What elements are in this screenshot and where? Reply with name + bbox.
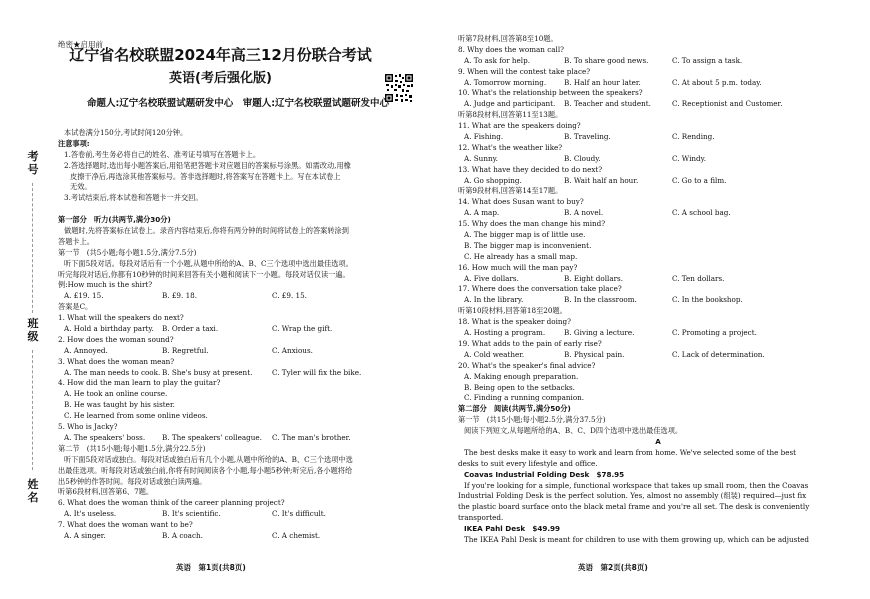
text-line: A bbox=[655, 436, 661, 446]
text-line: 听第7段材料,回答第8至10题。 bbox=[458, 34, 558, 43]
answer-option: A. Hosting a program. bbox=[464, 328, 546, 338]
answer-option: B. The speakers' colleague. bbox=[162, 432, 262, 442]
answer-option: C. A chemist. bbox=[272, 530, 321, 540]
answer-option: C. A school bag. bbox=[672, 208, 731, 218]
text-line: B. The bigger map is inconvenient. bbox=[464, 240, 592, 250]
name-label: 姓名 bbox=[27, 478, 39, 504]
answer-option: B. It's scientific. bbox=[162, 509, 221, 519]
text-line: 1. What will the speakers do next? bbox=[58, 313, 184, 323]
text-line: 做题时,先将答案标在试卷上。录音内容结束后,你将有两分钟的时间将试卷上的答案转涂到 bbox=[64, 226, 349, 236]
answer-option: C. Anxious. bbox=[272, 345, 313, 355]
text-line: B. Being open to the setbacks. bbox=[464, 382, 575, 392]
text-line: 听下面5段对话。每段对话后有一个小题,从题中所给的A、B、C三个选项中选出最佳选项。 bbox=[64, 258, 353, 268]
answer-option: C. In the bookshop. bbox=[672, 295, 743, 305]
answer-option: B. Eight dollars. bbox=[564, 273, 624, 283]
text-line: 1.答卷前,考生务必将自己的姓名、准考证号填写在答题卡上。 bbox=[64, 149, 261, 159]
answer-option: B. In the classroom. bbox=[564, 295, 637, 305]
option-row bbox=[458, 78, 858, 89]
page-footer-1: 英语 第1页(共8页) bbox=[176, 563, 246, 572]
text-line: 19. What adds to the pain of early rise? bbox=[458, 338, 602, 348]
answer-option: A. It's useless. bbox=[64, 509, 117, 519]
text-line: the plastic board surface onto the black metal frame and you're all set. The desk is conveniently bbox=[458, 502, 810, 512]
answer-option: C. Promoting a project. bbox=[672, 328, 757, 338]
answer-option: A. A singer. bbox=[64, 530, 106, 540]
text-line: 2. How does the woman sound? bbox=[58, 334, 174, 344]
answer-option: C. Ten dollars. bbox=[672, 273, 725, 283]
answer-option: C. Wrap the gift. bbox=[272, 324, 333, 334]
text-line: 12. What's the weather like? bbox=[458, 142, 563, 152]
text-line: If you're looking for a simple, functional workspace that takes up small room, then the Coavas bbox=[464, 480, 809, 490]
text-line: Coavas Industrial Folding Desk $78.95 bbox=[464, 469, 625, 479]
option-row bbox=[458, 274, 858, 285]
answer-option: A. Sunny. bbox=[464, 153, 498, 163]
answer-option: A. A map. bbox=[464, 208, 500, 218]
answer-option: B. £9. 18. bbox=[162, 291, 197, 301]
text-line: 16. How much will the man pay? bbox=[458, 262, 578, 272]
answer-option: A. £19. 15. bbox=[64, 291, 104, 301]
exam-number-label: 考号 bbox=[27, 150, 39, 176]
text-line: 9. When will the contest take place? bbox=[458, 66, 591, 76]
confidential-mark: 绝密★启用前 bbox=[58, 40, 103, 49]
answer-option: A. To ask for help. bbox=[464, 55, 530, 65]
text-line: 例:How much is the shirt? bbox=[58, 280, 153, 290]
class-label: 班级 bbox=[27, 317, 39, 343]
option-row bbox=[458, 56, 858, 67]
text-line: 5. Who is Jacky? bbox=[58, 422, 118, 432]
option-row bbox=[58, 346, 423, 357]
answer-option: B. Half an hour later. bbox=[564, 77, 641, 87]
option-row bbox=[58, 368, 423, 379]
binding-margin bbox=[0, 0, 58, 599]
option-row bbox=[58, 433, 423, 444]
option-row bbox=[458, 132, 858, 143]
option-row bbox=[58, 531, 423, 542]
option-row bbox=[458, 350, 858, 361]
answer-option: B. Cloudy. bbox=[564, 153, 601, 163]
text-line: The best desks make it easy to work and learn from home. We've selected some of the best bbox=[464, 447, 797, 457]
answer-option: A. Five dollars. bbox=[464, 273, 519, 283]
text-line: 阅读下列短文,从每题所给的A、B、C、D四个选项中选出最佳选项。 bbox=[464, 426, 683, 436]
text-line: 出最佳选项。听每段对话或独白前,你将有时间阅读各个小题,每小题5秒钟;听完后,各小题将给 bbox=[58, 465, 353, 475]
text-line: 11. What are the speakers doing? bbox=[458, 121, 581, 131]
answer-option: B. Regretful. bbox=[162, 345, 209, 355]
text-line: 第一部分 听力(共两节,满分30分) bbox=[58, 215, 171, 225]
answer-option: B. Teacher and student. bbox=[564, 99, 651, 109]
text-line: 17. Where does the conversation take place? bbox=[458, 284, 622, 294]
answer-option: A. The man needs to cook. bbox=[64, 367, 161, 377]
binding-line bbox=[32, 183, 33, 313]
answer-option: A. Tomorrow morning. bbox=[464, 77, 547, 87]
answer-option: B. A novel. bbox=[564, 208, 604, 218]
text-line: 4. How did the man learn to play the guitar? bbox=[58, 378, 221, 388]
text-line: 3.考试结束后,将本试卷和答题卡一并交回。 bbox=[64, 193, 203, 203]
text-line: 听下面5段对话或独白。每段对话或独白后有几个小题,从题中所给的A、B、C三个选项中选 bbox=[64, 454, 353, 464]
answer-option: C. £9. 15. bbox=[272, 291, 307, 301]
text-line: 皮擦干净后,再选涂其他答案标号。答非选择题时,将答案写在答题卡上。写在本试卷上 bbox=[70, 171, 341, 181]
answer-option: B. A coach. bbox=[162, 530, 203, 540]
text-line: 20. What's the speaker's final advice? bbox=[458, 360, 596, 370]
answer-option: C. Windy. bbox=[672, 153, 706, 163]
answer-option: A. Fishing. bbox=[464, 132, 504, 142]
answer-option: B. Physical pain. bbox=[564, 349, 625, 359]
text-line: A. The bigger map is of little use. bbox=[464, 230, 586, 240]
option-row bbox=[458, 328, 858, 339]
exam-subtitle: 英语(考后强化版) bbox=[169, 71, 272, 86]
text-line: C. Finding a running companion. bbox=[464, 393, 585, 403]
text-line: 第一节 (共15小题;每小题2.5分,满分37.5分) bbox=[458, 415, 606, 425]
text-line: 第二部分 阅读(共两节,满分50分) bbox=[458, 404, 571, 414]
text-line: 听完每段对话后,你都有10秒钟的时间来回答有关小题和阅读下一小题。每段对话仅读一遍。 bbox=[58, 269, 350, 279]
text-line: Industrial Folding Desk is the perfect solution. Yes, almost no assembly (组装) required—just fix bbox=[458, 491, 807, 501]
text-line: 18. What is the speaker doing? bbox=[458, 317, 571, 327]
option-row bbox=[458, 176, 858, 187]
answer-option: A. Cold weather. bbox=[464, 349, 525, 359]
text-line: IKEA Pahl Desk $49.99 bbox=[464, 524, 561, 534]
answer-option: C. Go to a film. bbox=[672, 175, 727, 185]
answer-option: A. Hold a birthday party. bbox=[64, 324, 154, 334]
right-body bbox=[458, 34, 858, 546]
text-line: 答案是C。 bbox=[58, 302, 93, 312]
text-line: 注意事项: bbox=[58, 138, 90, 148]
text-line: A. Making enough preparation. bbox=[464, 371, 579, 381]
text-line: 6. What does the woman think of the career planning project? bbox=[58, 498, 285, 508]
answer-option: B. Traveling. bbox=[564, 132, 611, 142]
text-line: 第二节 (共15小题;每小题1.5分,满分22.5分) bbox=[58, 443, 206, 453]
answer-option: A. Judge and participant. bbox=[464, 99, 556, 109]
text-line: C. He learned from some online videos. bbox=[64, 411, 208, 421]
left-body bbox=[58, 128, 423, 542]
binding-line bbox=[32, 350, 33, 470]
text-line: 听第10段材料,回答第18至20题。 bbox=[458, 306, 567, 316]
text-line: 8. Why does the woman call? bbox=[458, 44, 564, 54]
answer-option: A. Annoyed. bbox=[64, 345, 108, 355]
option-row bbox=[458, 295, 858, 306]
answer-option: C. To assign a task. bbox=[672, 55, 743, 65]
text-line: 2.答选择题时,选出每小题答案后,用铅笔把答题卡对应题目的答案标号涂黑。如需改动,用橡 bbox=[64, 160, 351, 170]
text-line: 10. What's the relationship between the speakers? bbox=[458, 88, 643, 98]
answer-option: C. The man's brother. bbox=[272, 432, 351, 442]
option-row bbox=[58, 324, 423, 335]
text-line: 3. What does the woman mean? bbox=[58, 356, 175, 366]
answer-option: C. At about 5 p.m. today. bbox=[672, 77, 762, 87]
option-row bbox=[458, 99, 858, 110]
answer-option: B. To share good news. bbox=[564, 55, 649, 65]
exam-authors: 命题人:辽宁名校联盟试题研发中心 审题人:辽宁名校联盟试题研发中心 bbox=[86, 98, 390, 109]
text-line: transported. bbox=[458, 513, 504, 523]
option-row bbox=[58, 509, 423, 520]
text-line: 第一节 (共5小题;每小题1.5分,满分7.5分) bbox=[58, 247, 197, 257]
text-line: 15. Why does the man change his mind? bbox=[458, 219, 606, 229]
answer-option: A. In the library. bbox=[464, 295, 524, 305]
text-line: 13. What have they decided to do next? bbox=[458, 164, 603, 174]
answer-option: C. It's difficult. bbox=[272, 509, 326, 519]
option-row bbox=[458, 208, 858, 219]
text-line: 听第9段材料,回答第14至17题。 bbox=[458, 186, 563, 196]
text-line: 听第8段材料,回答第11至13题。 bbox=[458, 110, 563, 120]
option-row bbox=[58, 291, 423, 302]
text-line: 无效。 bbox=[70, 182, 92, 192]
text-line bbox=[58, 204, 423, 215]
answer-option: C. Receptionist and Customer. bbox=[672, 99, 783, 109]
answer-option: B. Order a taxi. bbox=[162, 324, 219, 334]
answer-option: A. The speakers' boss. bbox=[64, 432, 146, 442]
text-line: 本试卷满分150分,考试时间120分钟。 bbox=[64, 128, 188, 137]
page-footer-2: 英语 第2页(共8页) bbox=[578, 563, 648, 572]
answer-option: C. Tyler will fix the bike. bbox=[272, 367, 362, 377]
text-line: desks to suit every lifestyle and office. bbox=[458, 458, 598, 468]
option-row bbox=[458, 154, 858, 165]
text-line: B. He was taught by his sister. bbox=[64, 400, 175, 410]
answer-option: B. Wait half an hour. bbox=[564, 175, 639, 185]
answer-option: B. She's busy at present. bbox=[162, 367, 253, 377]
text-line: 听第6段材料,回答第6、7题。 bbox=[58, 487, 154, 497]
text-line: 7. What does the woman want to be? bbox=[58, 520, 193, 530]
answer-option: C. Lack of determination. bbox=[672, 349, 765, 359]
exam-title: 辽宁省名校联盟2024年高三12月份联合考试 bbox=[69, 46, 372, 64]
answer-option: B. Giving a lecture. bbox=[564, 328, 635, 338]
text-line: A. He took an online course. bbox=[64, 389, 168, 399]
text-line: C. He already has a small map. bbox=[464, 251, 578, 261]
text-line: 出5秒钟的作答时间。每段对话或独白读两遍。 bbox=[58, 476, 207, 486]
answer-option: C. Rending. bbox=[672, 132, 715, 142]
answer-option: A. Go shopping. bbox=[464, 175, 522, 185]
text-line: The IKEA Pahl Desk is meant for children to use with them growing up, which can be adjusted bbox=[464, 534, 810, 544]
text-line: 14. What does Susan want to buy? bbox=[458, 197, 584, 207]
text-line: 答题卡上。 bbox=[58, 236, 94, 246]
